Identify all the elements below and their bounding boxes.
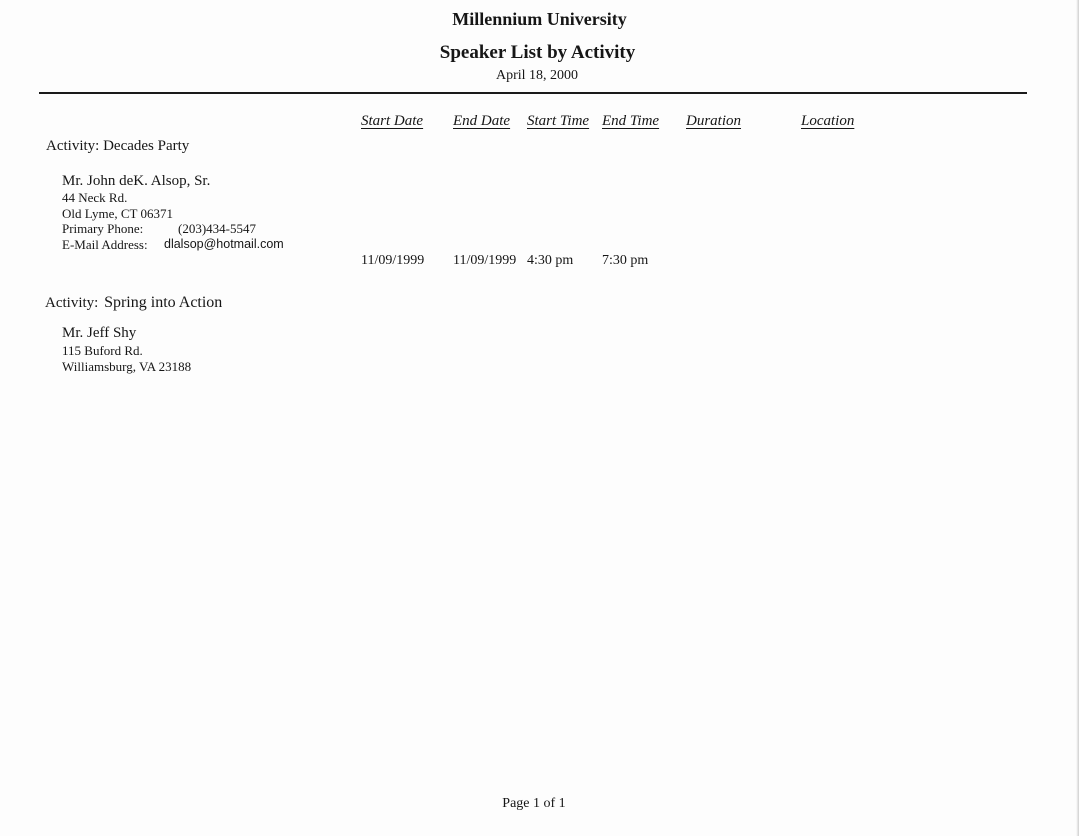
speaker-city-state-zip: Williamsburg, VA 23188: [62, 359, 192, 374]
column-header-location: Location: [801, 113, 855, 129]
end-time-value: 7:30 pm: [602, 253, 649, 268]
report-title: Speaker List by Activity: [439, 42, 636, 63]
column-header-start-time: Start Time: [527, 113, 590, 129]
activity-heading: [45, 294, 222, 312]
speaker-city-state-zip: Old Lyme, CT 06371: [62, 206, 173, 221]
end-date-value: 11/09/1999: [453, 253, 517, 268]
speaker-name: Mr. John deK. Alsop, Sr.: [62, 173, 211, 189]
activity-heading-name: Spring into Action: [104, 294, 223, 311]
organization-title: Millennium University: [452, 9, 627, 29]
speaker-address-line: 115 Buford Rd.: [62, 343, 143, 358]
email-value: dlalsop@hotmail.com: [164, 237, 284, 251]
report-date: April 18, 2000: [495, 68, 579, 83]
start-date-value: 11/09/1999: [361, 253, 425, 268]
phone-label: Primary Phone:: [62, 221, 144, 236]
page-number: Page 1 of 1: [502, 796, 566, 811]
activity-heading-prefix: Activity:: [45, 295, 99, 311]
column-header-end-date: End Date: [453, 113, 511, 129]
start-time-value: 4:30 pm: [527, 253, 574, 268]
email-label: E-Mail Address:: [62, 237, 148, 252]
column-header-duration: Duration: [686, 113, 742, 129]
header-divider: [39, 92, 1027, 94]
column-header-start-date: Start Date: [361, 113, 424, 129]
activity-heading: Activity: Decades Party: [46, 138, 190, 154]
speaker-address-line: 44 Neck Rd.: [62, 190, 128, 205]
phone-value: (203)434-5547: [178, 221, 256, 236]
column-header-end-time: End Time: [602, 113, 660, 129]
speaker-name: Mr. Jeff Shy: [62, 325, 137, 341]
